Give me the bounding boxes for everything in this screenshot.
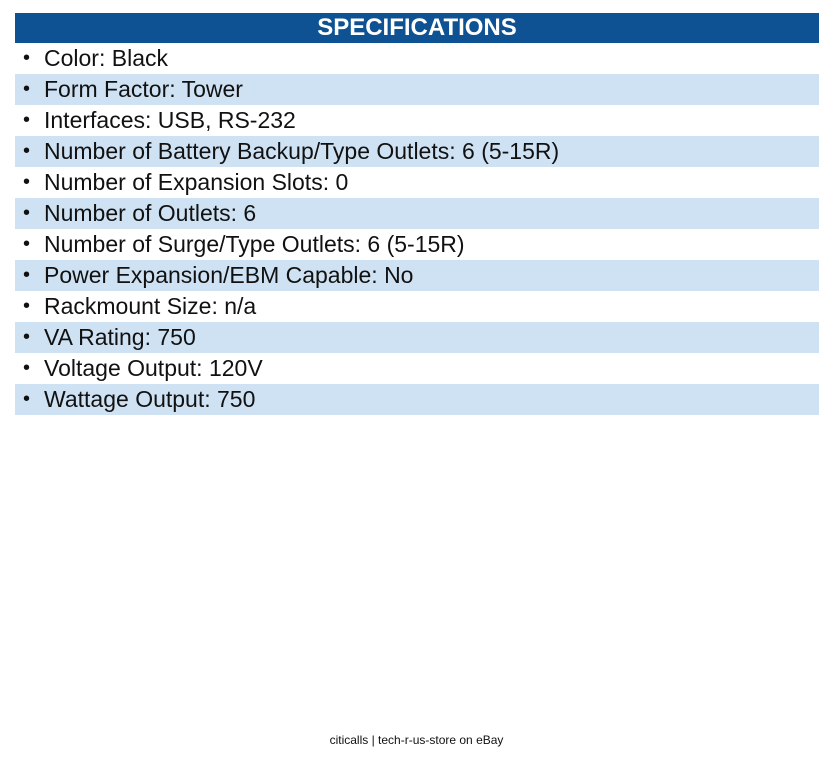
bullet: •: [23, 47, 31, 69]
spec-row: [15, 291, 819, 322]
spec-row: [15, 260, 819, 291]
bullet: •: [23, 109, 31, 131]
spec-text: Interfaces: USB, RS-232: [44, 107, 296, 133]
bullet: •: [23, 140, 31, 162]
specifications-list: [15, 43, 819, 415]
spec-text: Wattage Output: 750: [44, 386, 256, 412]
spec-text: Number of Outlets: 6: [44, 200, 257, 226]
bullet: •: [23, 202, 31, 224]
spec-row: [15, 136, 819, 167]
spec-text: Color: Black: [44, 45, 168, 71]
spec-text: Form Factor: Tower: [44, 76, 243, 102]
spec-text: Power Expansion/EBM Capable: No: [44, 262, 414, 288]
spec-text: Number of Battery Backup/Type Outlets: 6 (5-15R): [44, 138, 560, 164]
footer-credit: citicalls | tech-r-us-store on eBay: [329, 733, 504, 747]
bullet: •: [23, 171, 31, 193]
spec-row: [15, 322, 819, 353]
spec-row: [15, 384, 819, 415]
specifications-panel: [15, 13, 819, 415]
bullet: •: [23, 326, 31, 348]
spec-row: [15, 74, 819, 105]
bullet: •: [23, 264, 31, 286]
spec-text: Voltage Output: 120V: [44, 355, 263, 381]
spec-row: [15, 167, 819, 198]
bullet: •: [23, 233, 31, 255]
spec-row: [15, 229, 819, 260]
spec-text: VA Rating: 750: [44, 324, 196, 350]
spec-text: Number of Surge/Type Outlets: 6 (5-15R): [44, 231, 465, 257]
bullet: •: [23, 295, 31, 317]
spec-row: [15, 353, 819, 384]
spec-text: Rackmount Size: n/a: [44, 293, 257, 319]
bullet: •: [23, 388, 31, 410]
specifications-header: SPECIFICATIONS: [15, 13, 819, 43]
bullet: •: [23, 78, 31, 100]
spec-row: [15, 198, 819, 229]
spec-row: [15, 105, 819, 136]
bullet: •: [23, 357, 31, 379]
spec-row: [15, 43, 819, 74]
spec-text: Number of Expansion Slots: 0: [44, 169, 349, 195]
